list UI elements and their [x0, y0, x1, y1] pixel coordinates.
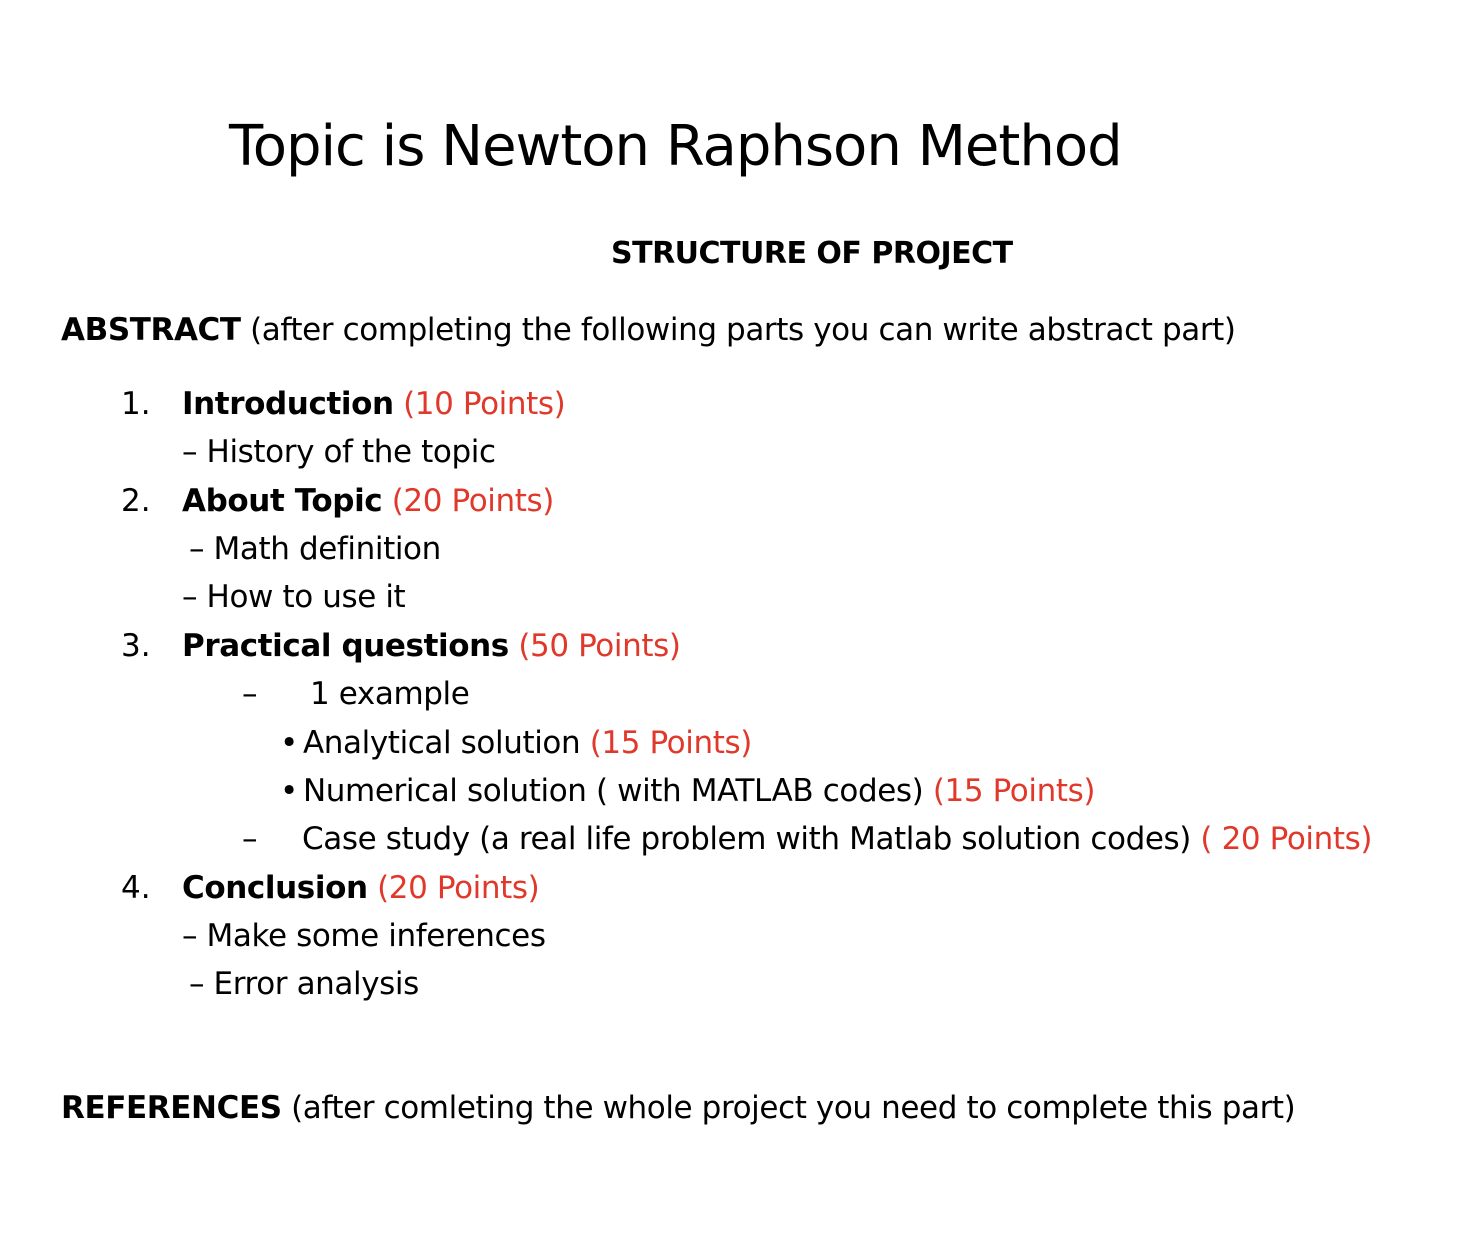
- analytical-solution-text: Analytical solution: [303, 725, 581, 761]
- list-item-practical-questions: [182, 626, 681, 666]
- analytical-solution-item: [303, 723, 752, 763]
- about-topic-subitem-2: – How to use it: [182, 579, 406, 615]
- case-study-item: [302, 819, 1372, 859]
- about-topic-points: (20 Points): [382, 483, 554, 519]
- numerical-solution-points: (15 Points): [923, 773, 1096, 809]
- bullet-icon: •: [280, 725, 298, 761]
- page-title: Topic is Newton Raphson Method: [229, 114, 1122, 179]
- list-number-3: 3.: [121, 628, 151, 664]
- practical-questions-points: (50 Points): [508, 628, 681, 664]
- conclusion-subitem-2: – Error analysis: [189, 966, 419, 1002]
- practical-questions-title: Practical questions: [182, 628, 509, 664]
- abstract-label: ABSTRACT: [61, 312, 241, 348]
- introduction-points: (10 Points): [393, 386, 566, 422]
- case-study-dash: –: [242, 821, 258, 857]
- introduction-subitem: – History of the topic: [182, 434, 496, 470]
- abstract-note: (after completing the following parts you can write abstract part): [240, 312, 1236, 348]
- introduction-title: Introduction: [182, 386, 394, 422]
- list-number-4: 4.: [121, 870, 151, 906]
- example-text: 1 example: [310, 676, 470, 712]
- abstract-line: [61, 310, 1236, 350]
- conclusion-points: (20 Points): [367, 870, 540, 906]
- references-note: (after comleting the whole project you need to complete this part): [281, 1090, 1296, 1126]
- analytical-solution-points: (15 Points): [580, 725, 752, 761]
- references-line: [61, 1088, 1295, 1128]
- bullet-icon: •: [280, 773, 298, 809]
- about-topic-subitem-1: – Math definition: [189, 531, 441, 567]
- case-study-points: ( 20 Points): [1190, 821, 1373, 857]
- numerical-solution-item: [303, 771, 1095, 811]
- conclusion-subitem-1: – Make some inferences: [182, 918, 546, 954]
- list-number-1: 1.: [121, 386, 151, 422]
- case-study-text: Case study (a real life problem with Matlab solution codes): [302, 821, 1191, 857]
- numerical-solution-text: Numerical solution ( with MATLAB codes): [303, 773, 924, 809]
- example-dash: –: [242, 676, 258, 712]
- section-heading: STRUCTURE OF PROJECT: [611, 236, 1013, 271]
- references-label: REFERENCES: [61, 1090, 282, 1126]
- list-number-2: 2.: [121, 483, 151, 519]
- list-item-about-topic: [182, 481, 554, 521]
- list-item-conclusion: [182, 868, 539, 908]
- about-topic-title: About Topic: [182, 483, 383, 519]
- conclusion-title: Conclusion: [182, 870, 368, 906]
- list-item-introduction: [182, 384, 565, 424]
